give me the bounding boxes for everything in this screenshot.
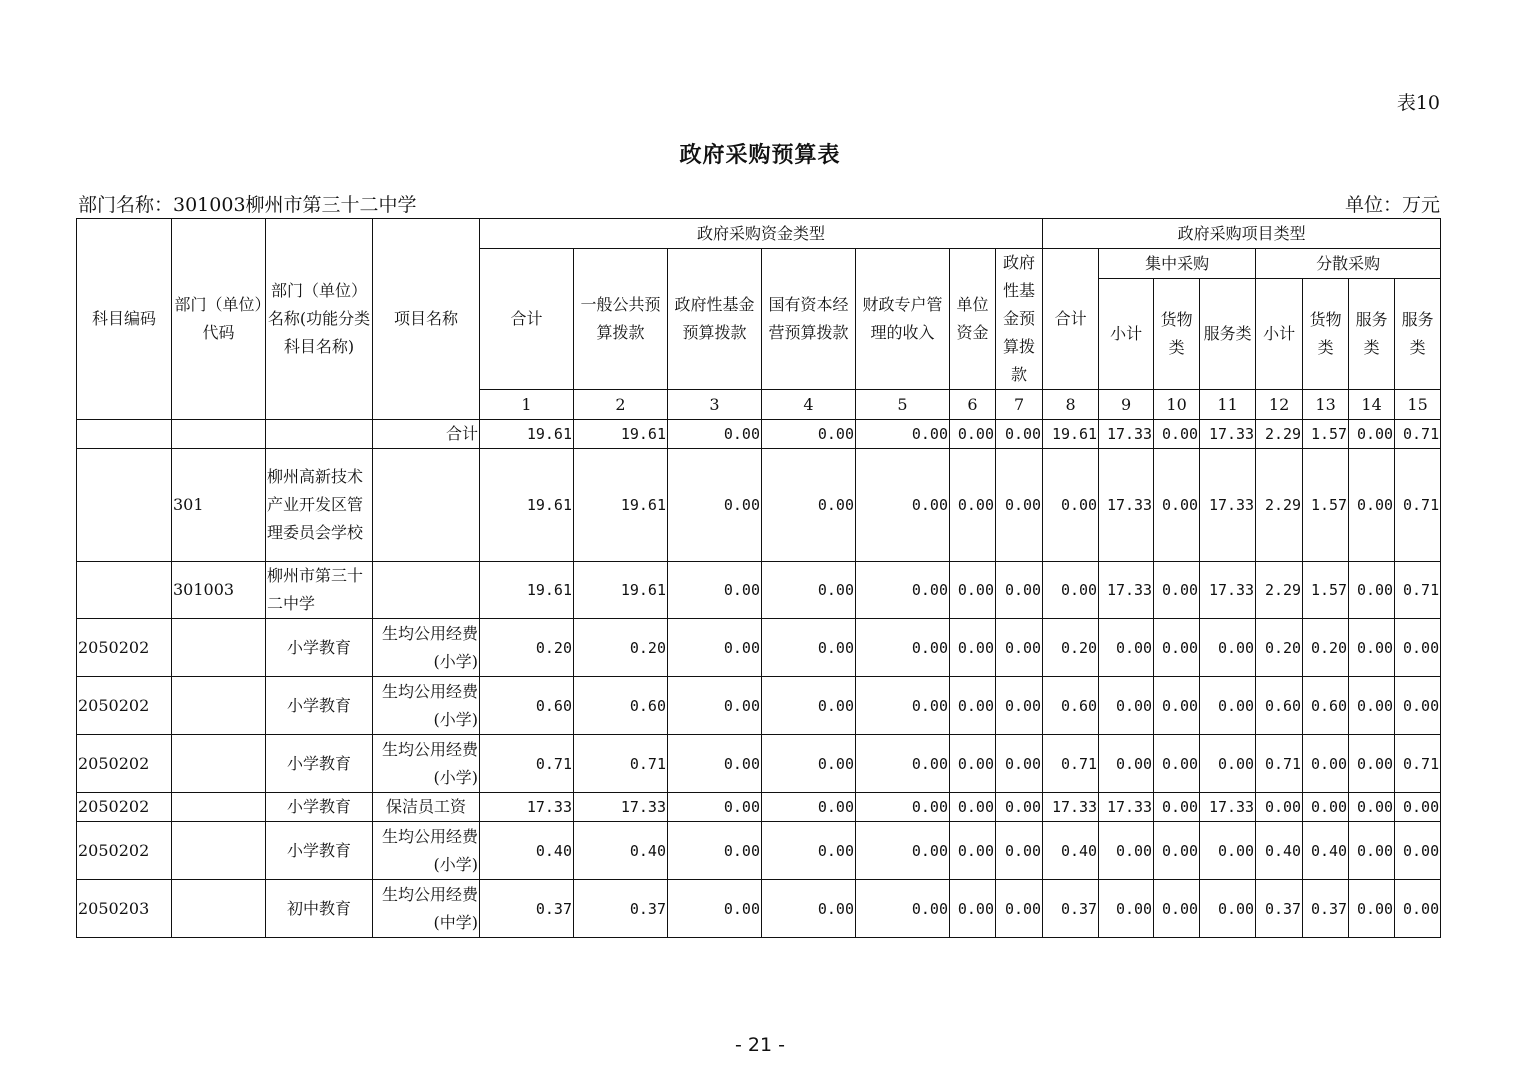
- header-d-service-2: 服务类: [1395, 279, 1441, 390]
- value-cell: 0.00: [950, 449, 996, 562]
- value-cell: 2.29: [1256, 449, 1303, 562]
- value-cell: 0.00: [950, 562, 996, 619]
- value-cell: 17.33: [480, 793, 574, 822]
- total-value: 0.00: [856, 420, 950, 449]
- value-cell: 1.57: [1303, 449, 1349, 562]
- value-cell: 0.00: [1256, 793, 1303, 822]
- value-cell: 0.00: [1200, 880, 1256, 938]
- value-cell: 0.00: [1200, 822, 1256, 880]
- header-d-service: 服务类: [1349, 279, 1395, 390]
- value-cell: 0.20: [1256, 619, 1303, 677]
- value-cell: 0.00: [762, 677, 856, 735]
- subject-code-cell: [77, 449, 172, 562]
- dept-name-cell: 初中教育: [266, 880, 373, 938]
- value-cell: 0.00: [1200, 735, 1256, 793]
- header-project-total: 合计: [1043, 249, 1099, 390]
- total-row: [77, 420, 1441, 449]
- value-cell: 0.60: [1256, 677, 1303, 735]
- value-cell: 0.00: [762, 793, 856, 822]
- subject-code-cell: 2050202: [77, 822, 172, 880]
- value-cell: 0.40: [574, 822, 668, 880]
- header-c-goods: 货物类: [1154, 279, 1200, 390]
- value-cell: 0.00: [1099, 880, 1154, 938]
- value-cell: 0.40: [1303, 822, 1349, 880]
- value-cell: 17.33: [1200, 793, 1256, 822]
- total-value: 17.33: [1200, 420, 1256, 449]
- value-cell: 17.33: [1043, 793, 1099, 822]
- value-cell: 0.00: [762, 562, 856, 619]
- value-cell: 0.00: [1303, 793, 1349, 822]
- value-cell: 0.40: [480, 822, 574, 880]
- table-row: [77, 880, 1441, 938]
- col-number: 10: [1154, 390, 1200, 420]
- value-cell: 0.20: [1303, 619, 1349, 677]
- project-name-cell: 生均公用经费(小学): [373, 822, 480, 880]
- value-cell: 0.37: [1256, 880, 1303, 938]
- dept-code-cell: [172, 880, 266, 938]
- value-cell: 0.00: [1395, 822, 1441, 880]
- col-number: 7: [996, 390, 1043, 420]
- value-cell: 17.33: [1200, 562, 1256, 619]
- value-cell: 19.61: [480, 562, 574, 619]
- project-name-cell: 生均公用经费(小学): [373, 677, 480, 735]
- total-name-cell: [266, 420, 373, 449]
- dept-code-cell: 301: [172, 449, 266, 562]
- col-number: 1: [480, 390, 574, 420]
- value-cell: 0.00: [668, 822, 762, 880]
- value-cell: 0.00: [996, 735, 1043, 793]
- value-cell: 0.00: [1099, 822, 1154, 880]
- value-cell: 0.37: [480, 880, 574, 938]
- value-cell: 0.71: [1256, 735, 1303, 793]
- value-cell: 0.00: [996, 793, 1043, 822]
- value-cell: 0.00: [1303, 735, 1349, 793]
- value-cell: 0.00: [856, 735, 950, 793]
- dept-name-cell: 小学教育: [266, 677, 373, 735]
- total-value: 0.00: [996, 420, 1043, 449]
- subject-code-cell: 2050202: [77, 793, 172, 822]
- dept-name-cell: 小学教育: [266, 619, 373, 677]
- value-cell: 0.00: [1099, 735, 1154, 793]
- value-cell: 17.33: [1099, 562, 1154, 619]
- project-name-cell: 保洁员工资: [373, 793, 480, 822]
- col-number: 15: [1395, 390, 1441, 420]
- value-cell: 0.00: [1154, 793, 1200, 822]
- value-cell: 0.00: [950, 880, 996, 938]
- col-number: 3: [668, 390, 762, 420]
- value-cell: 0.00: [668, 619, 762, 677]
- value-cell: 17.33: [1200, 449, 1256, 562]
- value-cell: 17.33: [574, 793, 668, 822]
- col-number: 8: [1043, 390, 1099, 420]
- table-number: 表10: [1396, 92, 1440, 114]
- total-value: 19.61: [1043, 420, 1099, 449]
- header-gov-fund-budget: 政府性基金预算拨款: [996, 249, 1043, 390]
- header-dept-name: 部门（单位）名称(功能分类科目名称): [266, 219, 373, 420]
- value-cell: 0.00: [950, 793, 996, 822]
- value-cell: 0.00: [996, 562, 1043, 619]
- total-value: 1.57: [1303, 420, 1349, 449]
- dept-name-cell: 小学教育: [266, 793, 373, 822]
- project-name-cell: 生均公用经费(小学): [373, 735, 480, 793]
- dept-code-cell: [172, 619, 266, 677]
- value-cell: 17.33: [1099, 449, 1154, 562]
- table-row: [77, 793, 1441, 822]
- col-number: 4: [762, 390, 856, 420]
- value-cell: 0.00: [1043, 449, 1099, 562]
- value-cell: 0.00: [950, 619, 996, 677]
- value-cell: 0.00: [1349, 880, 1395, 938]
- total-code-cell: [77, 420, 172, 449]
- value-cell: 17.33: [1099, 793, 1154, 822]
- value-cell: 19.61: [574, 562, 668, 619]
- col-number: 5: [856, 390, 950, 420]
- header-gov-fund: 政府性基金预算拨款: [668, 249, 762, 390]
- value-cell: 0.00: [856, 677, 950, 735]
- value-cell: 0.60: [1043, 677, 1099, 735]
- table-body: [77, 420, 1441, 938]
- total-value: 0.71: [1395, 420, 1441, 449]
- value-cell: 0.60: [574, 677, 668, 735]
- value-cell: 0.71: [1395, 449, 1441, 562]
- value-cell: 0.00: [1154, 677, 1200, 735]
- value-cell: 0.40: [1256, 822, 1303, 880]
- dept-code-cell: [172, 735, 266, 793]
- value-cell: 0.00: [1154, 449, 1200, 562]
- col-number: 9: [1099, 390, 1154, 420]
- value-cell: 0.71: [1395, 562, 1441, 619]
- value-cell: 0.20: [574, 619, 668, 677]
- value-cell: 0.37: [1043, 880, 1099, 938]
- header-unit-fund: 单位资金: [950, 249, 996, 390]
- project-name-cell: [373, 449, 480, 562]
- subject-code-cell: 2050203: [77, 880, 172, 938]
- col-number: 6: [950, 390, 996, 420]
- value-cell: 0.00: [856, 562, 950, 619]
- total-value: 2.29: [1256, 420, 1303, 449]
- header-state-capital: 国有资本经营预算拨款: [762, 249, 856, 390]
- value-cell: 0.00: [996, 822, 1043, 880]
- value-cell: 0.00: [668, 449, 762, 562]
- value-cell: 0.00: [1200, 619, 1256, 677]
- dept-code-cell: [172, 677, 266, 735]
- unit-label: 单位：万元: [1344, 194, 1440, 216]
- header-d-subtotal: 小计: [1256, 279, 1303, 390]
- total-value: 19.61: [574, 420, 668, 449]
- value-cell: 0.00: [668, 677, 762, 735]
- value-cell: 0.00: [1200, 677, 1256, 735]
- col-number: 14: [1349, 390, 1395, 420]
- subject-code-cell: 2050202: [77, 735, 172, 793]
- value-cell: 0.00: [668, 735, 762, 793]
- value-cell: 0.00: [1154, 822, 1200, 880]
- value-cell: 0.00: [762, 735, 856, 793]
- value-cell: 0.00: [668, 880, 762, 938]
- dept-name-cell: 小学教育: [266, 822, 373, 880]
- page-title: 政府采购预算表: [679, 142, 841, 168]
- value-cell: 0.00: [762, 880, 856, 938]
- value-cell: 0.71: [480, 735, 574, 793]
- value-cell: 0.00: [856, 619, 950, 677]
- value-cell: 0.00: [1154, 735, 1200, 793]
- header-project-type-group: 政府采购项目类型: [1043, 219, 1441, 249]
- dept-name-cell: 柳州高新技术产业开发区管理委员会学校: [266, 449, 373, 562]
- col-number: 11: [1200, 390, 1256, 420]
- value-cell: 0.00: [668, 793, 762, 822]
- value-cell: 0.00: [1395, 677, 1441, 735]
- total-value: 0.00: [1154, 420, 1200, 449]
- total-value: 0.00: [950, 420, 996, 449]
- value-cell: 0.60: [480, 677, 574, 735]
- value-cell: 0.71: [574, 735, 668, 793]
- value-cell: 0.20: [480, 619, 574, 677]
- value-cell: 0.00: [1154, 880, 1200, 938]
- total-label: 合计: [373, 420, 480, 449]
- value-cell: 0.00: [1349, 793, 1395, 822]
- header-project-name: 项目名称: [373, 219, 480, 420]
- value-cell: 0.00: [1395, 619, 1441, 677]
- header-special-account: 财政专户管理的收入: [856, 249, 950, 390]
- value-cell: 0.00: [1349, 449, 1395, 562]
- header-dept-code: 部门（单位）代码: [172, 219, 266, 420]
- page-number: - 21 -: [735, 1034, 785, 1056]
- col-number: 12: [1256, 390, 1303, 420]
- value-cell: 0.71: [1043, 735, 1099, 793]
- value-cell: 0.00: [1395, 793, 1441, 822]
- total-value: 0.00: [762, 420, 856, 449]
- value-cell: 0.00: [1043, 562, 1099, 619]
- value-cell: 0.00: [950, 677, 996, 735]
- value-cell: 0.00: [1154, 619, 1200, 677]
- col-number: 2: [574, 390, 668, 420]
- value-cell: 19.61: [480, 449, 574, 562]
- value-cell: 0.00: [762, 449, 856, 562]
- value-cell: 0.00: [856, 793, 950, 822]
- value-cell: 0.00: [1349, 562, 1395, 619]
- value-cell: 0.37: [574, 880, 668, 938]
- subject-code-cell: 2050202: [77, 619, 172, 677]
- value-cell: 0.37: [1303, 880, 1349, 938]
- value-cell: 0.00: [996, 449, 1043, 562]
- table-row: [77, 619, 1441, 677]
- header-subject-code: 科目编码: [77, 219, 172, 420]
- value-cell: 19.61: [574, 449, 668, 562]
- header-decentralized: 分散采购: [1256, 249, 1441, 279]
- value-cell: 0.00: [762, 619, 856, 677]
- value-cell: 0.00: [950, 822, 996, 880]
- header-d-goods: 货物类: [1303, 279, 1349, 390]
- total-value: 0.00: [1349, 420, 1395, 449]
- project-name-cell: 生均公用经费(小学): [373, 619, 480, 677]
- dept-code-cell: [172, 793, 266, 822]
- value-cell: 0.60: [1303, 677, 1349, 735]
- value-cell: 0.00: [1349, 822, 1395, 880]
- value-cell: 0.00: [1349, 677, 1395, 735]
- value-cell: 0.20: [1043, 619, 1099, 677]
- header-fund-total: 合计: [480, 249, 574, 390]
- value-cell: 0.40: [1043, 822, 1099, 880]
- value-cell: 0.00: [1099, 677, 1154, 735]
- value-cell: 0.00: [996, 880, 1043, 938]
- value-cell: 1.57: [1303, 562, 1349, 619]
- dept-name-cell: 柳州市第三十二中学: [266, 562, 373, 619]
- header-c-subtotal: 小计: [1099, 279, 1154, 390]
- value-cell: 2.29: [1256, 562, 1303, 619]
- value-cell: 0.00: [856, 822, 950, 880]
- col-number: 13: [1303, 390, 1349, 420]
- value-cell: 0.00: [1154, 562, 1200, 619]
- project-name-cell: [373, 562, 480, 619]
- value-cell: 0.71: [1395, 735, 1441, 793]
- value-cell: 0.00: [996, 619, 1043, 677]
- value-cell: 0.00: [1349, 735, 1395, 793]
- dept-name-cell: 小学教育: [266, 735, 373, 793]
- table-row: [77, 677, 1441, 735]
- value-cell: 0.00: [668, 562, 762, 619]
- subject-code-cell: [77, 562, 172, 619]
- value-cell: 0.00: [1349, 619, 1395, 677]
- value-cell: 0.00: [856, 449, 950, 562]
- value-cell: 0.00: [856, 880, 950, 938]
- value-cell: 0.00: [1395, 880, 1441, 938]
- value-cell: 0.00: [950, 735, 996, 793]
- total-dept-code-cell: [172, 420, 266, 449]
- procurement-budget-table: [76, 218, 1441, 938]
- header-fund-type-group: 政府采购资金类型: [480, 219, 1043, 249]
- total-value: 0.00: [668, 420, 762, 449]
- header-centralized: 集中采购: [1099, 249, 1256, 279]
- value-cell: 0.00: [996, 677, 1043, 735]
- total-value: 19.61: [480, 420, 574, 449]
- table-row: [77, 562, 1441, 619]
- total-value: 17.33: [1099, 420, 1154, 449]
- dept-code-cell: [172, 822, 266, 880]
- dept-code-cell: 301003: [172, 562, 266, 619]
- table-row: [77, 735, 1441, 793]
- value-cell: 0.00: [762, 822, 856, 880]
- table-row: [77, 822, 1441, 880]
- subject-code-cell: 2050202: [77, 677, 172, 735]
- table-row: [77, 449, 1441, 562]
- department-name: 部门名称：301003柳州市第三十二中学: [78, 194, 417, 216]
- value-cell: 0.00: [1099, 619, 1154, 677]
- header-c-service: 服务类: [1200, 279, 1256, 390]
- header-general-budget: 一般公共预算拨款: [574, 249, 668, 390]
- project-name-cell: 生均公用经费(中学): [373, 880, 480, 938]
